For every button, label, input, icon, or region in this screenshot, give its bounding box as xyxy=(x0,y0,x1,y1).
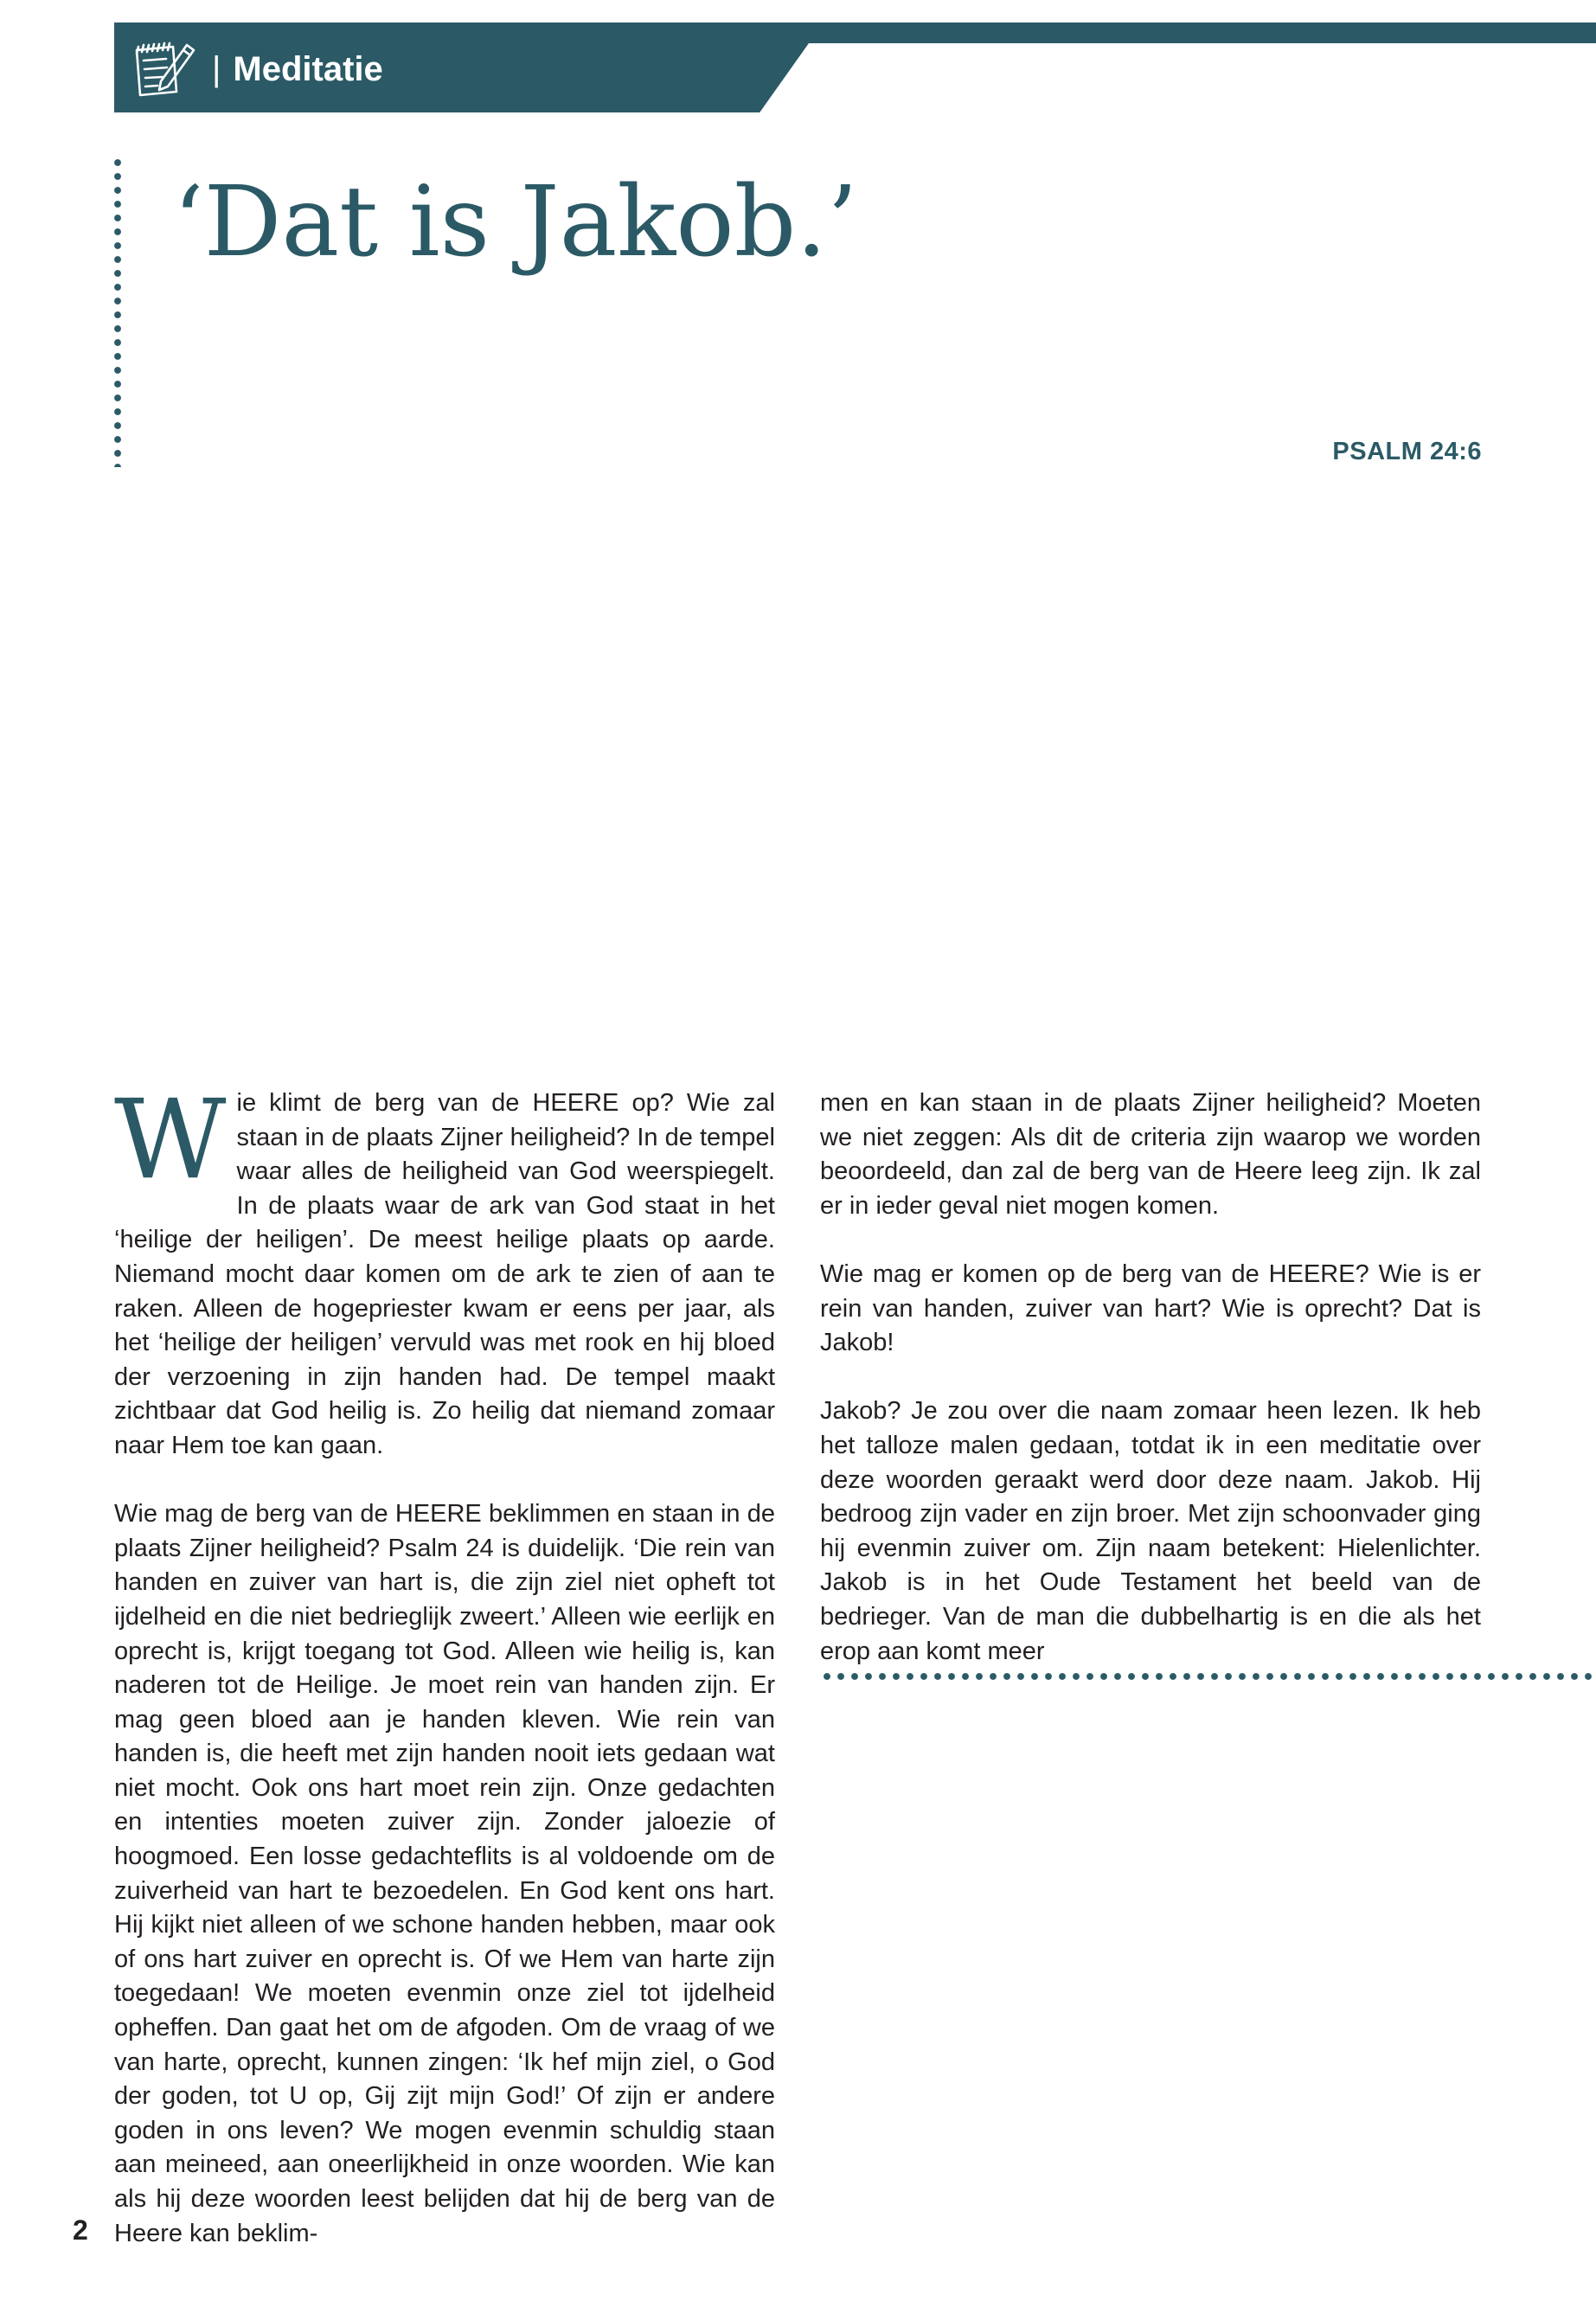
vertical-dotted-rule xyxy=(113,156,122,467)
page-number: 2 xyxy=(73,2214,88,2246)
paragraph xyxy=(114,1076,775,1464)
horizontal-dotted-rule xyxy=(820,1671,1596,1682)
notepad-pen-icon xyxy=(131,36,197,99)
paragraph-text: ie klimt de berg van de HEERE op? Wie zal staan in de plaats Zijner heiligheid? In de tempel waar alles de heiligheid van God weerspiegelt. In de plaats waar de ark van God staat in het ‘heilige der heiligen’. De meest heilige plaats op aarde. Niemand mocht daar komen om de ark te zien of aan te raken. Alleen de hogepriester kwam er eens per jaar, als het ‘heilige der heiligen’ vervuld was met rook en hij bloed der verzoening in zijn handen had. De tempel maakt zichtbaar dat God heilig is. Zo heilig dat niemand zomaar naar Hem toe kan gaan. xyxy=(114,1089,775,1459)
paragraph: Wie mag er komen op de berg van de HEERE? Wie is er rein van handen, zuiver van hart? Wie is oprecht? Dat is Jakob! xyxy=(820,1259,1481,1357)
header-stripe xyxy=(774,22,1596,43)
section-label xyxy=(212,43,383,95)
body-column-left xyxy=(114,1076,775,2251)
scripture-reference: PSALM 24:6 xyxy=(1332,438,1482,465)
paragraph: Wie mag de berg van de HEERE beklimmen en staan in de plaats Zijner heiligheid? Psalm 24 is duidelijk. ‘Die rein van handen en zuiver van hart is, die zijn ziel niet opheft tot ijdelheid en die niet bedrieglijk zweert.’ Alleen wie eerlijk en oprecht is, krijgt toegang tot God. Alleen wie heilig is, kan naderen tot de Heilige. Je moet rein van handen zijn. Er mag geen bloed aan je handen kleven. Wie rein van handen is, die heeft met zijn handen nooit iets gedaan wat niet mocht. Ook ons hart moet rein zijn. Onze gedachten en intenties moeten zuiver zijn. Zonder jaloezie of hoogmoed. Een losse gedachteflits is al voldoende om de zuiverheid van hart te bezoedelen. En God kent ons hart. Hij kijkt niet alleen of we schone handen hebben, maar ook of ons hart zuiver en oprecht is. Of we Hem van harte zijn toegedaan! We moeten evenmin onze ziel tot ijdelheid opheffen. Dan gaat het om de afgoden. Om de vraag of we van harte, oprecht, kunnen zingen: ‘Ik hef mijn ziel, o God der goden, tot U op, Gij zijt mijn God!’ Of zijn er andere goden in ons leven? We mogen evenmin schuldig staan aan meineed, aan oneerlijkheid in onze woorden. Wie kan als hij deze woorden leest belijden dat hij de berg van de Heere kan beklim- xyxy=(114,1500,775,2247)
article-title: ‘Dat is Jakob.’ xyxy=(173,166,858,279)
drop-cap: W xyxy=(114,1076,227,1203)
paragraph: Jakob? Je zou over die naam zomaar heen lezen. Ik heb het talloze malen gedaan, totdat ik in een meditatie over deze woorden geraakt werd door deze naam. Jakob. Hij bedroog zijn vader en zijn broer. Met zijn schoonvader ging hij evenmin zuiver om. Zijn naam betekent: Hielenlichter. Jakob is in het Oude Testament het beeld van de bedrieger. Van de man die dubbelhartig is en die als het erop aan komt meer xyxy=(820,1397,1481,1665)
paragraph: men en kan staan in de plaats Zijner heiligheid? Moeten we niet zeggen: Als dit de criteria zijn waarop we worden beoordeeld, dan zal de berg van de Heere leeg zijn. Ik zal er in ieder geval niet mogen komen. xyxy=(820,1089,1481,1220)
header-separator: | xyxy=(212,50,221,88)
body-column-right xyxy=(820,1086,1481,1669)
section-label-text: Meditatie xyxy=(233,50,383,88)
